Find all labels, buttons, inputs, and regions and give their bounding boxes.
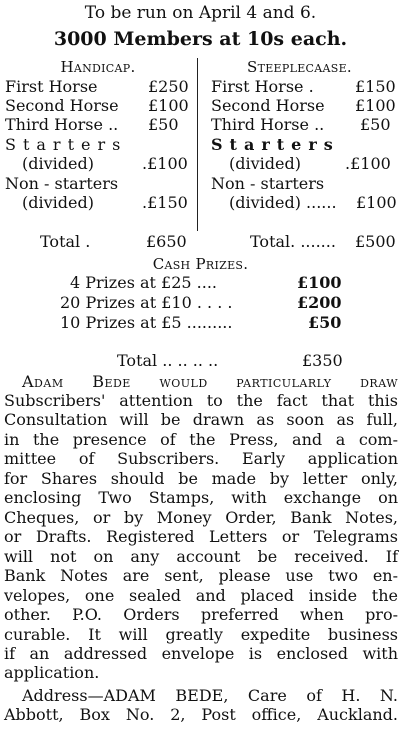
cash-prize-row: 4 Prizes at £25 .... [70, 273, 218, 292]
steeplechase-nonstarters-label: Non - starters [211, 174, 325, 193]
steeplechase-third-amount: £50 [360, 115, 391, 134]
cash-prize-row: 10 Prizes at £5 ......... [60, 313, 233, 332]
body-line: other. P.O. Orders preferred when pro- [4, 605, 398, 624]
steeplechase-total-amount: £500 [355, 232, 396, 251]
address-line: Address—ADAM BEDE, Care of H. N. [22, 686, 398, 705]
body-line: Cheques, or by Money Order, Bank Notes, [4, 508, 398, 527]
body-line: Subscribers' attention to the fact that this [4, 391, 398, 410]
handicap-nonstarters-sub: (divided) [22, 193, 94, 212]
steeplechase-first-amount: £150 [355, 77, 396, 96]
body-line: mittee of Subscribers. Early application [4, 449, 398, 468]
address-line: Abbott, Box No. 2, Post office, Auckland. [4, 705, 398, 724]
body-text: Adam Bede would particularly draw [22, 372, 398, 391]
cash-prize-amount: £200 [297, 293, 342, 312]
body-line [22, 373, 398, 391]
cash-prize-amount: £100 [297, 273, 342, 292]
steeplechase-first-label: First Horse . [211, 77, 314, 96]
handicap-total-amount: £650 [146, 232, 187, 251]
body-line: or Drafts. Registered Letters or Telegrams [4, 527, 398, 546]
dates-line: To be run on April 4 and 6. [84, 3, 317, 23]
steeplechase-third-label: Third Horse .. [211, 115, 325, 134]
handicap-starters-label: Starters [5, 135, 128, 154]
cash-prize-amount: £50 [308, 313, 342, 332]
handicap-total-label: Total . [40, 232, 91, 251]
cash-prizes-total-amount: £350 [302, 351, 343, 370]
body-line: if an addressed envelope is enclosed with [4, 644, 398, 663]
handicap-starters-amount: .£100 [142, 154, 188, 173]
handicap-heading: Handicap. [60, 58, 136, 76]
steeplechase-second-label: Second Horse [211, 96, 325, 115]
handicap-third-amount: £50 [148, 115, 179, 134]
steeplechase-starters-label: Starters [211, 135, 340, 154]
body-line: in the presence of the Press, and a com- [4, 430, 398, 449]
cash-prizes-total-label: Total .. .. .. .. [117, 351, 219, 370]
handicap-starters-sub: (divided) [22, 154, 94, 173]
steeplechase-starters-amount: .£100 [345, 154, 391, 173]
members-line: 3000 Members at 10s each. [53, 28, 348, 50]
body-line: Bank Notes are sent, please use two en- [4, 566, 398, 585]
body-line: Consultation will be drawn as soon as full, [4, 410, 398, 429]
steeplechase-starters-sub: (divided) [229, 154, 301, 173]
cash-prize-row: 20 Prizes at £10 . . . . [60, 293, 233, 312]
body-line: will not on any account be received. If [4, 547, 398, 566]
body-line: velopes, one sealed and placed inside the [4, 586, 398, 605]
steeplechase-second-amount: £100 [355, 96, 396, 115]
body-line: curable. It will greatly expedite business [4, 625, 398, 644]
column-divider [197, 58, 198, 231]
cash-prizes-heading: Cash Prizes. [152, 255, 249, 273]
handicap-second-label: Second Horse [5, 96, 119, 115]
body-line: application. [4, 663, 100, 682]
handicap-second-amount: £100 [148, 96, 189, 115]
steeplechase-heading: Steeplecaase. [247, 58, 352, 76]
handicap-third-label: Third Horse .. [5, 115, 119, 134]
body-line: enclosing Two Stamps, with exchange on [4, 488, 398, 507]
steeplechase-nonstarters-sub: (divided) ...... [229, 193, 337, 212]
handicap-nonstarters-amount: .£150 [142, 193, 188, 212]
handicap-first-amount: £250 [148, 77, 189, 96]
handicap-first-label: First Horse [5, 77, 98, 96]
handicap-nonstarters-label: Non - starters [5, 174, 119, 193]
steeplechase-total-label: Total. ....... [250, 232, 336, 251]
body-line: for Shares should be made by letter only, [4, 469, 398, 488]
steeplechase-nonstarters-amount: £100 [356, 193, 397, 212]
